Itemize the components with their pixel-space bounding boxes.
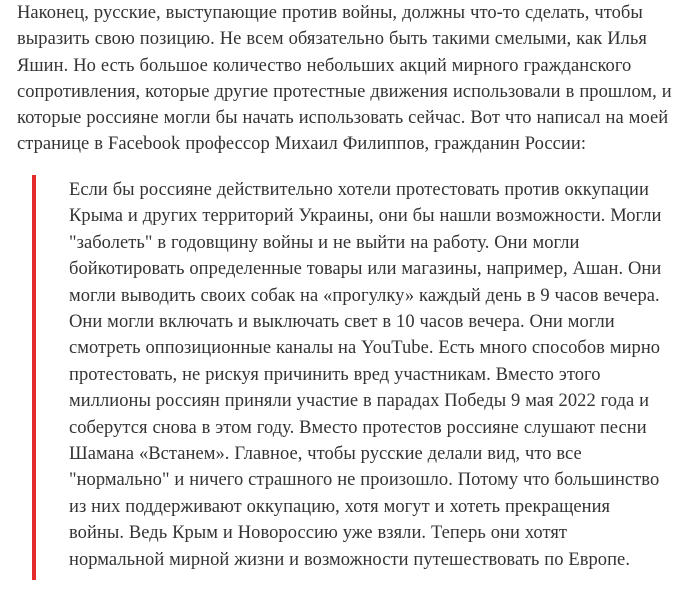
quote-text: Если бы россияне действительно хотели протестовать против оккупации Крыма и других территорий Украины, они бы нашли возможности. Могли "заболеть" в годовщину войны и не выйти на работу. Они могли бойкотировать определенные товары или магазины, например, Ашан. Они могли выводить своих собак на «прогулку» каждый день в 9 часов вечера. Они могли включать и выключать свет в 10 часов вечера. Они могли смотреть оппозиционные каналы на YouTube. Есть много способов мирно протестовать, не рискуя причинить вред участникам. Вместо этого миллионы россиян приняли участие в парадах Победы 9 мая 2022 года и соберутся снова в этом году. Вместо протестов россияне слушают песни Шамана «Встанем». Главное, чтобы русские делали вид, что все "нормально" и ничего страшного не произошло. Потому что большинство из них поддерживают оккупацию, хотя могут и хотеть прекращения войны. Ведь Крым и Новороссию уже взяли. Теперь они хотят нормальной мирной жизни и возможности путешествовать по Европе. [69,180,662,570]
intro-paragraph: Наконец, русские, выступающие против войны, должны что-то сделать, чтобы выразить свою позицию. Не всем обязательно быть такими смелыми, как Илья Яшин. Но есть большое количество небольших акций мирного гражданского сопротивления, которые другие протестные движения использовали в прошлом, и которые россияне могли бы начать использовать сейчас. Вот что написал на моей странице в Facebook профессор Михаил Филиппов, гражданин России: [17,3,672,155]
article-body [0,0,700,158]
blockquote [32,175,664,580]
